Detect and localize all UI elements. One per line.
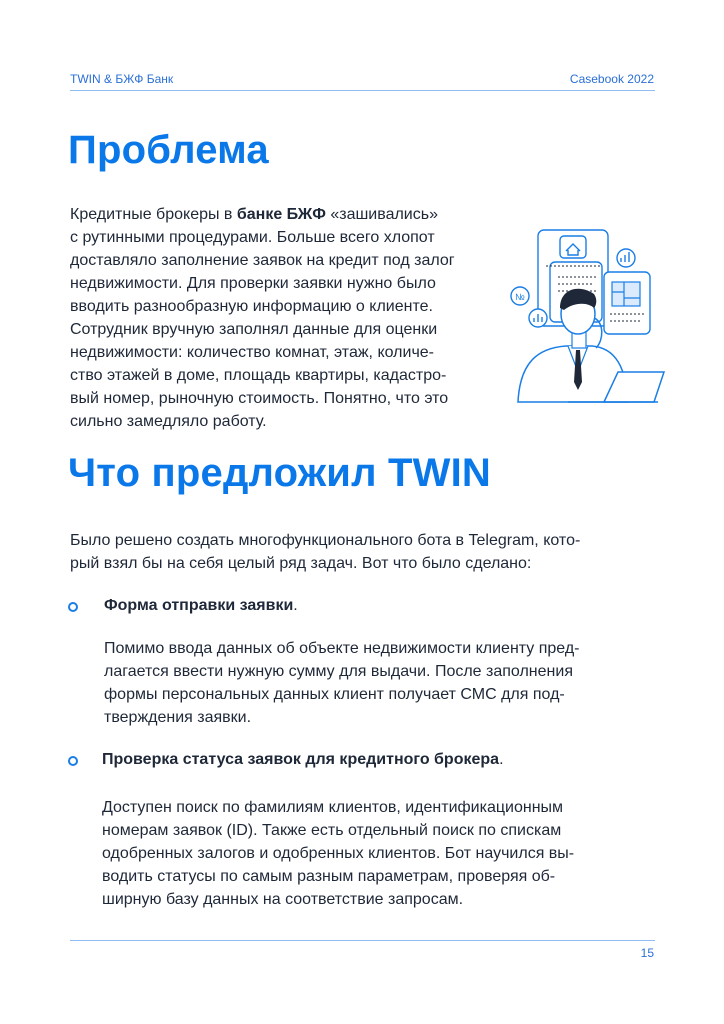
body-line: лагается ввести нужную сумму для выдачи. После заполнения (104, 663, 573, 680)
bullet-icon (68, 602, 78, 612)
section-title-problem: Проблема (68, 128, 269, 172)
header-left: TWIN & БЖФ Банк (70, 72, 174, 86)
problem-paragraph (70, 203, 510, 433)
intro-line: Было решено создать многофункционального бота в Telegram, кото- (70, 532, 581, 549)
body-line: водить статусы по самым разным параметрам, проверяя об- (102, 868, 556, 885)
body-line: тверждения заявки. (104, 709, 252, 726)
problem-line: недвижимости: количество комнат, этаж, количе- (70, 344, 434, 361)
footer-divider (70, 940, 655, 941)
header-divider (70, 90, 655, 91)
page-number: 15 (640, 946, 654, 960)
section-title-solution: Что предложил TWIN (68, 451, 491, 495)
body-line: одобренных залогов и одобренных клиентов. Бот научился вы- (102, 845, 575, 862)
problem-line: сильно замедляло работу. (70, 413, 267, 430)
body-line: номерам заявок (ID). Также есть отдельный поиск по спискам (102, 822, 562, 839)
bank-name-bold: банке БЖФ (236, 206, 326, 223)
floor-plan-icon (612, 282, 640, 306)
problem-line: вый номер, рыночную стоимость. Понятно, что это (70, 390, 449, 407)
problem-line: Сотрудник вручную заполнял данные для оценки (70, 321, 438, 338)
problem-line: доставляло заполнение заявок на кредит под залог (70, 252, 455, 269)
problem-line: с рутинными процедурами. Больше всего хлопот (70, 229, 435, 246)
chart-icon (617, 249, 635, 267)
problem-line: недвижимости. Для проверки заявки нужно было (70, 275, 436, 292)
number-badge-text: № (515, 292, 525, 302)
broker-illustration (508, 222, 668, 412)
bullet-title-form: Форма отправки заявки. (104, 597, 298, 614)
bullet-body-status (102, 796, 662, 911)
problem-line: Кредитные брокеры в банке БЖФ «зашивались» (70, 206, 438, 223)
bullet-body-form (104, 637, 664, 729)
bullet-title-status: Проверка статуса заявок для кредитного брокера. (102, 751, 504, 768)
intro-line: рый взял бы на себя целый ряд задач. Вот что было сделано: (70, 555, 532, 572)
problem-line: ство этажей в доме, площадь квартиры, кадастро- (70, 367, 447, 384)
problem-line: вводить разнообразную информацию о клиенте. (70, 298, 433, 315)
body-line: Помимо ввода данных об объекте недвижимости клиенту пред- (104, 640, 580, 657)
solution-intro (70, 529, 660, 575)
header-right: Casebook 2022 (569, 72, 654, 86)
body-line: ширную базу данных на соответствие запросам. (102, 891, 464, 908)
bullet-icon (68, 756, 78, 766)
body-line: Доступен поиск по фамилиям клиентов, идентификационным (102, 799, 564, 816)
body-line: формы персональных данных клиент получает СМС для под- (104, 686, 565, 703)
